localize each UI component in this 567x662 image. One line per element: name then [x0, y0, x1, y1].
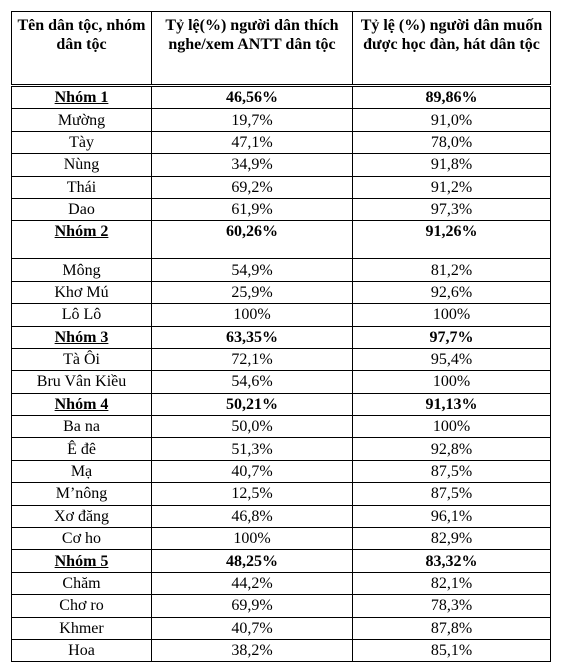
ethnic-name-cell: Mạ: [12, 460, 152, 482]
ethnic-name-cell: Mông: [12, 259, 152, 281]
learn-rate-cell: 83,32%: [353, 550, 551, 572]
learn-rate-cell: 92,8%: [353, 438, 551, 460]
learn-rate-cell: 97,3%: [353, 198, 551, 220]
listen-rate-cell: 54,9%: [152, 259, 353, 281]
table-row: [12, 639, 551, 661]
listen-rate-cell: 38,2%: [152, 639, 353, 661]
ethnic-name-cell: Chăm: [12, 572, 152, 594]
header-row: [12, 12, 551, 86]
learn-rate-cell: 95,4%: [353, 348, 551, 370]
learn-rate-cell: 87,5%: [353, 483, 551, 505]
table-row: [12, 617, 551, 639]
learn-rate-cell: 100%: [353, 416, 551, 438]
ethnic-name-cell: Mường: [12, 109, 152, 131]
listen-rate-cell: 69,2%: [152, 176, 353, 198]
listen-rate-cell: 19,7%: [152, 109, 353, 131]
listen-rate-cell: 44,2%: [152, 572, 353, 594]
header-listen-rate: Tỷ lệ(%) người dân thích nghe/xem ANTT dân tộc: [152, 12, 353, 86]
table-row: [12, 154, 551, 176]
learn-rate-cell: 85,1%: [353, 639, 551, 661]
table-row: [12, 198, 551, 220]
ethnic-name-cell: Cơ ho: [12, 528, 152, 550]
table-row: [12, 460, 551, 482]
listen-rate-cell: 60,26%: [152, 221, 353, 259]
listen-rate-cell: 61,9%: [152, 198, 353, 220]
learn-rate-cell: 100%: [353, 371, 551, 393]
listen-rate-cell: 100%: [152, 528, 353, 550]
listen-rate-cell: 50,0%: [152, 416, 353, 438]
learn-rate-cell: 96,1%: [353, 505, 551, 527]
ethnic-name-cell: Tày: [12, 131, 152, 153]
ethnic-name-cell: Hoa: [12, 639, 152, 661]
listen-rate-cell: 54,6%: [152, 371, 353, 393]
table-row: [12, 259, 551, 281]
table-row: [12, 281, 551, 303]
header-learn-rate: Tỷ lệ (%) người dân muốn được học đàn, hát dân tộc: [353, 12, 551, 86]
learn-rate-cell: 89,86%: [353, 86, 551, 109]
group-row: [12, 86, 551, 109]
group-row: [12, 550, 551, 572]
table-row: [12, 595, 551, 617]
listen-rate-cell: 12,5%: [152, 483, 353, 505]
listen-rate-cell: 51,3%: [152, 438, 353, 460]
ethnic-name-cell: Khơ Mú: [12, 281, 152, 303]
ethnic-name-cell: Nùng: [12, 154, 152, 176]
learn-rate-cell: 91,0%: [353, 109, 551, 131]
listen-rate-cell: 48,25%: [152, 550, 353, 572]
ethnic-name-cell: Ê đê: [12, 438, 152, 460]
table-row: [12, 505, 551, 527]
table-row: [12, 371, 551, 393]
ethnic-name-cell: Dao: [12, 198, 152, 220]
ethnic-name-cell: Ba na: [12, 416, 152, 438]
learn-rate-cell: 81,2%: [353, 259, 551, 281]
listen-rate-cell: 69,9%: [152, 595, 353, 617]
listen-rate-cell: 40,7%: [152, 617, 353, 639]
learn-rate-cell: 82,1%: [353, 572, 551, 594]
listen-rate-cell: 40,7%: [152, 460, 353, 482]
ethnic-name-cell: Chơ ro: [12, 595, 152, 617]
learn-rate-cell: 100%: [353, 304, 551, 326]
listen-rate-cell: 46,8%: [152, 505, 353, 527]
table-row: [12, 483, 551, 505]
listen-rate-cell: 72,1%: [152, 348, 353, 370]
group-row: [12, 221, 551, 259]
table-row: [12, 528, 551, 550]
table-row: [12, 438, 551, 460]
table-body: [12, 86, 551, 662]
learn-rate-cell: 91,13%: [353, 393, 551, 415]
learn-rate-cell: 87,5%: [353, 460, 551, 482]
listen-rate-cell: 50,21%: [152, 393, 353, 415]
ethnic-name-cell: Nhóm 5: [12, 550, 152, 572]
listen-rate-cell: 25,9%: [152, 281, 353, 303]
ethnic-name-cell: M’nông: [12, 483, 152, 505]
listen-rate-cell: 46,56%: [152, 86, 353, 109]
ethnic-name-cell: Nhóm 4: [12, 393, 152, 415]
header-ethnic-group: Tên dân tộc, nhóm dân tộc: [12, 12, 152, 86]
ethnic-name-cell: Lô Lô: [12, 304, 152, 326]
table-row: [12, 416, 551, 438]
ethnic-name-cell: Nhóm 3: [12, 326, 152, 348]
group-row: [12, 393, 551, 415]
learn-rate-cell: 82,9%: [353, 528, 551, 550]
ethnic-name-cell: Khmer: [12, 617, 152, 639]
ethnic-name-cell: Xơ đăng: [12, 505, 152, 527]
learn-rate-cell: 91,2%: [353, 176, 551, 198]
table-row: [12, 176, 551, 198]
table-row: [12, 109, 551, 131]
ethnic-name-cell: Nhóm 1: [12, 86, 152, 109]
ethnic-name-cell: Nhóm 2: [12, 221, 152, 259]
table-row: [12, 572, 551, 594]
learn-rate-cell: 91,26%: [353, 221, 551, 259]
learn-rate-cell: 97,7%: [353, 326, 551, 348]
table-row: [12, 304, 551, 326]
ethnic-name-cell: Tà Ôi: [12, 348, 152, 370]
learn-rate-cell: 91,8%: [353, 154, 551, 176]
listen-rate-cell: 34,9%: [152, 154, 353, 176]
ethnic-name-cell: Bru Vân Kiều: [12, 371, 152, 393]
table-row: [12, 131, 551, 153]
ethnic-name-cell: Thái: [12, 176, 152, 198]
learn-rate-cell: 78,0%: [353, 131, 551, 153]
learn-rate-cell: 78,3%: [353, 595, 551, 617]
table-row: [12, 348, 551, 370]
learn-rate-cell: 92,6%: [353, 281, 551, 303]
listen-rate-cell: 47,1%: [152, 131, 353, 153]
listen-rate-cell: 100%: [152, 304, 353, 326]
learn-rate-cell: 87,8%: [353, 617, 551, 639]
ethnic-survey-table: [11, 11, 551, 662]
group-row: [12, 326, 551, 348]
listen-rate-cell: 63,35%: [152, 326, 353, 348]
